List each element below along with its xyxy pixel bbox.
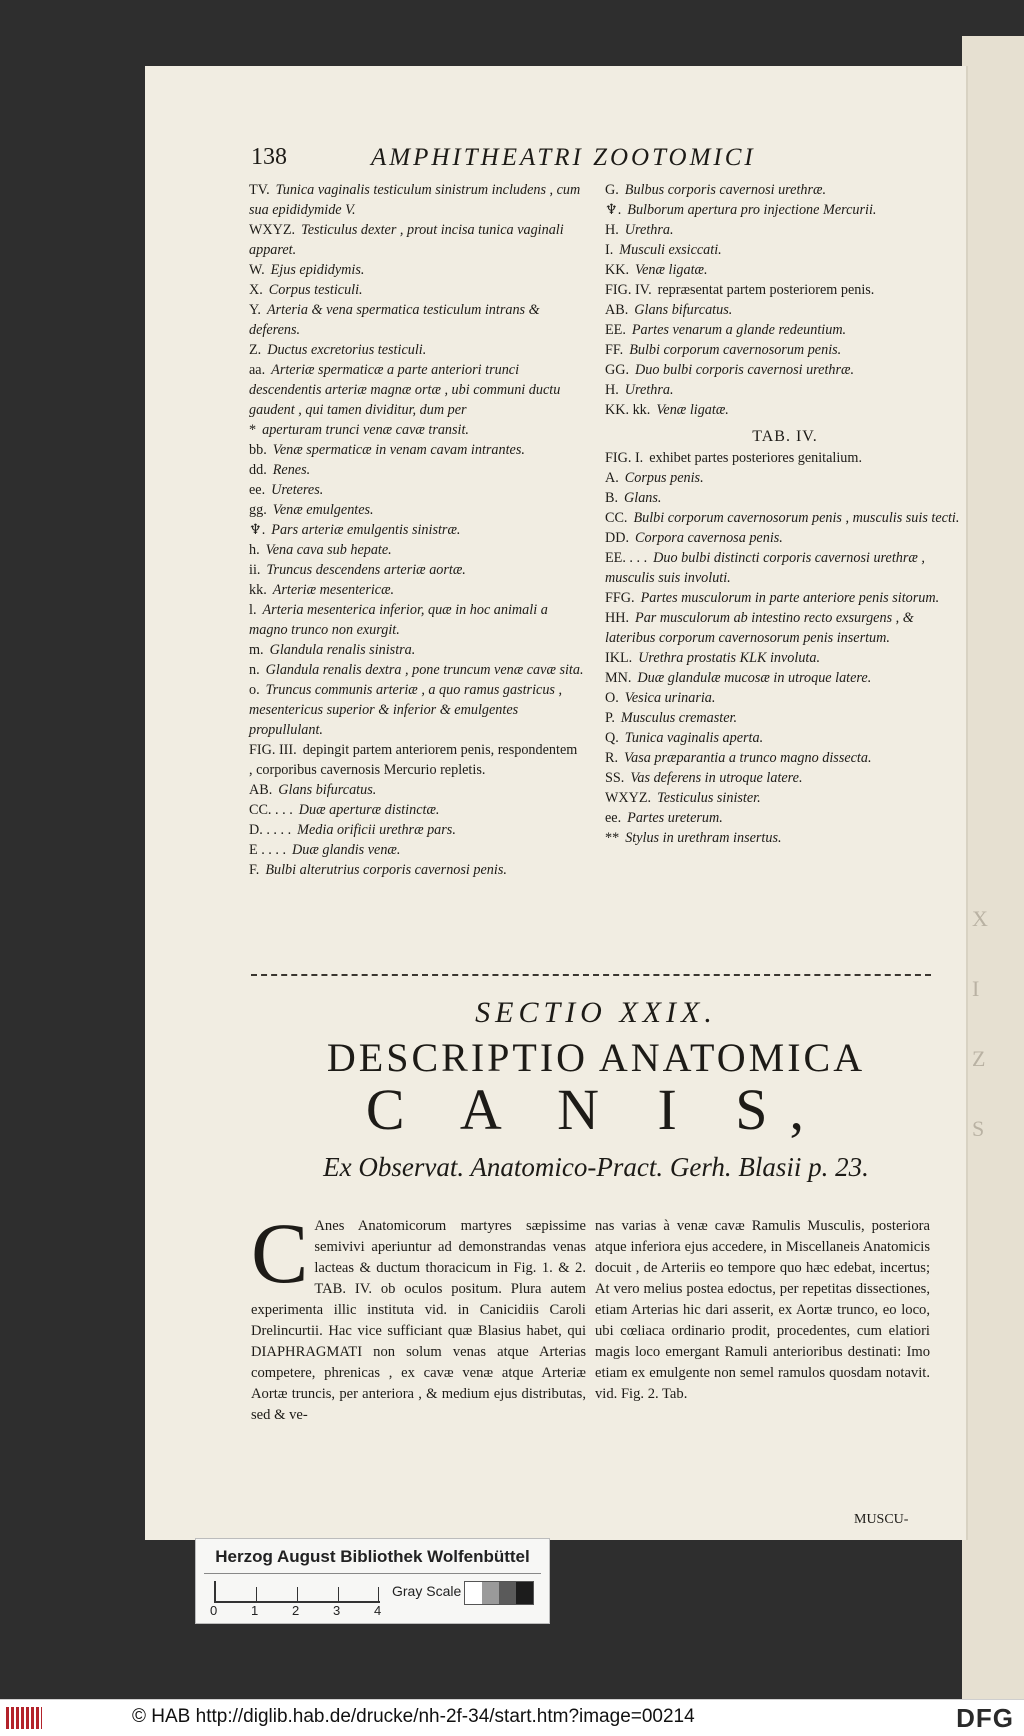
scale-ruler	[214, 1581, 380, 1603]
legend-text: repræsentat partem posteriorem penis.	[657, 282, 875, 298]
legend-text: Ductus excretorius testiculi.	[267, 342, 427, 358]
legend-label: KK. kk.	[605, 402, 651, 418]
legend-text: Arteriæ mesentericæ.	[272, 582, 395, 598]
legend-label: EE. . . .	[605, 550, 648, 566]
legend-entry	[605, 728, 965, 748]
legend-entry	[249, 300, 584, 340]
legend-text: Urethra prostatis KLK involuta.	[638, 650, 821, 666]
legend-entry	[605, 828, 965, 848]
body-text-right	[595, 1216, 930, 1405]
legend-text: Corpus testiculi.	[268, 282, 363, 298]
legend-label: P.	[605, 710, 615, 726]
body-paragraph-right: nas varias à venæ cavæ Ramulis Musculis, posteriora atque inferiora ejus accedere, in Miscellaneis Anatomicis docuit , de Arteriis eo tempore quo hæc edebat, incertus; At vero melius postea edoctus, per repetitas dissectiones, etiam Arterias hic dari asserit, ex Aortæ trunco, eo loco, ubi cœliaca ordinario prodit, procedentes, cum elatiori magis loco emergant Ramuli anterioribus destinati: Imo etiam ex emulgente non semel ramulos quosdam notavit. vid. Fig. 2. Tab.	[595, 1218, 930, 1402]
legend-entry	[249, 600, 584, 640]
legend-entry	[605, 180, 965, 200]
card-divider	[204, 1573, 541, 1574]
footer-bar	[0, 1699, 1024, 1736]
legend-entry	[249, 740, 584, 780]
legend-text: Partes venarum a glande redeuntium.	[631, 322, 847, 338]
legend-text: Ureteres.	[271, 482, 324, 498]
section-divider	[251, 974, 931, 976]
running-head	[251, 144, 906, 180]
legend-entry	[249, 820, 584, 840]
legend-label: ♆.	[605, 202, 622, 218]
legend-text: Vesica urinaria.	[624, 690, 716, 706]
legend-label: AB.	[605, 302, 629, 318]
dfg-logo: DFG	[956, 1703, 1014, 1733]
legend-text: Musculi exsiccati.	[619, 242, 722, 258]
legend-text: Duæ glandis venæ.	[292, 842, 401, 858]
body-paragraph-left: Anes Anatomicorum martyres sæpissime semivivi aperiuntur ad demonstrandas venas lacteas & ductum thoracicum in Fig. 1. & 2. TAB. IV. ob oculos positum. Plura autem experimenta illic instituta vid. in Canicidiis Caroli Drelincurtii. Hac vice sufficiant quæ Blasius habet, qui DIAPHRAGMATI non solum venas atque Arterias competere, phrenicas , ex cavæ venæ atque Arteriæ Aortæ truncis, per anteriora , & medium ejus distributas, sed & ve-	[251, 1218, 586, 1423]
legend-text: Partes musculorum in parte anteriore penis sitorum.	[640, 590, 940, 606]
legend-entry	[249, 800, 584, 820]
legend-text: Testiculus dexter , prout incisa tunica vaginali apparet.	[249, 222, 564, 258]
legend-text: Corpus penis.	[624, 470, 704, 486]
legend-entry	[249, 220, 584, 260]
hab-logo-icon	[6, 1707, 42, 1729]
legend-text: Arteria mesenterica inferior, quæ in hoc animali a magno trunco non exurgit.	[249, 602, 548, 638]
scale-number: 2	[292, 1603, 300, 1618]
legend-text: Duo bulbi corporis cavernosi urethræ.	[635, 362, 855, 378]
legend-entry	[249, 420, 584, 440]
legend-label: I.	[605, 242, 614, 258]
section-title: DESCRIPTIO ANATOMICA	[326, 1035, 866, 1080]
legend-text: Duæ glandulæ mucosæ in utroque latere.	[637, 670, 872, 686]
legend-entry	[605, 240, 965, 260]
legend-label: h.	[249, 542, 260, 558]
legend-label: H.	[605, 382, 619, 398]
legend-column-left	[249, 180, 584, 880]
gray-swatch	[516, 1582, 533, 1604]
legend-label: FF.	[605, 342, 624, 358]
legend-label: D. . . . .	[249, 822, 292, 838]
legend-entry	[605, 200, 965, 220]
section-source: Ex Observat. Anatomico-Pract. Gerh. Blasii p. 23.	[323, 1152, 869, 1182]
legend-text: Glans bifurcatus.	[278, 782, 377, 798]
bleed-letter: S	[972, 1116, 987, 1141]
legend-entry	[249, 520, 584, 540]
legend-text: Ejus epididymis.	[270, 262, 365, 278]
legend-entry	[605, 380, 965, 400]
legend-label: gg.	[249, 502, 267, 518]
legend-column-right	[605, 180, 965, 848]
legend-text: Stylus in urethram insertus.	[625, 830, 782, 846]
legend-text: Venæ emulgentes.	[272, 502, 374, 518]
legend-label: ee.	[249, 482, 266, 498]
legend-text: depingit partem anteriorem penis, respondentem , corporibus cavernosis Mercurio repletis.	[249, 742, 578, 778]
legend-text: Bulbus corporis cavernosi urethræ.	[624, 182, 827, 198]
legend-entry	[249, 540, 584, 560]
gray-scale-label: Gray Scale	[392, 1583, 462, 1599]
legend-label: HH.	[605, 610, 630, 626]
legend-entry	[249, 280, 584, 300]
legend-text: Urethra.	[624, 222, 674, 238]
legend-label: **	[605, 830, 620, 846]
legend-text: Venæ spermaticæ in venam cavam intrantes.	[272, 442, 525, 458]
legend-text: Bulbi corporum cavernosorum penis , musculis suis tecti.	[633, 510, 960, 526]
legend-label: m.	[249, 642, 264, 658]
legend-entry	[605, 708, 965, 728]
legend-entry	[249, 260, 584, 280]
legend-label: FIG. IV.	[605, 282, 652, 298]
gray-swatches	[464, 1581, 534, 1605]
legend-text: aperturam trunci venæ cavæ transit.	[262, 422, 469, 438]
legend-label: bb.	[249, 442, 267, 458]
legend-entry	[605, 488, 965, 508]
legend-entry	[249, 460, 584, 480]
legend-entry	[605, 448, 965, 468]
legend-label: CC. . . .	[249, 802, 293, 818]
legend-text: Musculus cremaster.	[620, 710, 737, 726]
legend-label: ee.	[605, 810, 622, 826]
legend-label: Y.	[249, 302, 261, 318]
legend-entry	[249, 640, 584, 660]
legend-entry	[605, 468, 965, 488]
legend-label: FIG. I.	[605, 450, 644, 466]
legend-entry	[249, 840, 584, 860]
legend-label: W.	[249, 262, 265, 278]
legend-label: DD.	[605, 530, 630, 546]
legend-text: Vena cava sub hepate.	[265, 542, 392, 558]
footer-copyright-link[interactable]: © HAB http://diglib.hab.de/drucke/nh-2f-34/start.htm?image=00214	[132, 1706, 695, 1727]
legend-label: EE.	[605, 322, 626, 338]
legend-entry	[249, 560, 584, 580]
legend-label: F.	[249, 862, 260, 878]
legend-entry	[249, 440, 584, 460]
legend-text: Testiculus sinister.	[657, 790, 761, 806]
legend-label: Q.	[605, 730, 619, 746]
legend-entry	[605, 300, 965, 320]
legend-label: ii.	[249, 562, 261, 578]
legend-text: Truncus descendens arteriæ aortæ.	[266, 562, 466, 578]
legend-label: *	[249, 422, 257, 438]
legend-text: Truncus communis arteriæ , a quo ramus gastricus , mesentericus superior & inferior & emulgentes propullulant.	[249, 682, 563, 738]
legend-label: TV.	[249, 182, 270, 198]
legend-text: Glans bifurcatus.	[634, 302, 733, 318]
legend-text: Duo bulbi distincti corporis cavernosi urethræ , musculis suis involuti.	[605, 550, 925, 586]
legend-label: dd.	[249, 462, 267, 478]
gray-swatch	[482, 1582, 499, 1604]
legend-label: WXYZ.	[249, 222, 296, 238]
legend-label: SS.	[605, 770, 625, 786]
scale-number: 3	[333, 1603, 341, 1618]
scale-number: 4	[374, 1603, 382, 1618]
legend-label: MN.	[605, 670, 632, 686]
legend-entry	[605, 340, 965, 360]
legend-entry	[605, 320, 965, 340]
legend-label: GG.	[605, 362, 630, 378]
legend-label: n.	[249, 662, 260, 678]
legend-label: O.	[605, 690, 619, 706]
legend-label: H.	[605, 222, 619, 238]
legend-entry	[605, 508, 965, 528]
drop-cap: C	[251, 1205, 309, 1301]
section-subject: C A N I S,	[365, 1077, 827, 1142]
legend-label: FFG.	[605, 590, 635, 606]
legend-text: Urethra.	[624, 382, 674, 398]
legend-label: FIG. III.	[249, 742, 297, 758]
legend-text: Bulbi corporum cavernosorum penis.	[629, 342, 842, 358]
legend-text: Arteria & vena spermatica testiculum intrans & deferens.	[249, 302, 540, 338]
legend-label: B.	[605, 490, 619, 506]
legend-text: Glans.	[624, 490, 662, 506]
legend-text: Arteriæ spermaticæ a parte anteriori trunci descendentis arteriæ magnæ ortæ , ubi communi ductu gaudent , qui tamen dividitur, dum per	[249, 362, 561, 418]
legend-entry	[249, 580, 584, 600]
legend-label: A.	[605, 470, 619, 486]
legend-text: Glandula renalis sinistra.	[269, 642, 416, 658]
legend-entry	[249, 780, 584, 800]
legend-entry	[605, 748, 965, 768]
legend-text: Tunica vaginalis testiculum sinistrum includens , cum sua epididymide V.	[249, 182, 581, 218]
legend-label: E . . . .	[249, 842, 287, 858]
legend-label: AB.	[249, 782, 273, 798]
legend-entry	[249, 500, 584, 520]
tab-heading: TAB. IV.	[752, 428, 818, 445]
library-name: Herzog August Bibliothek Wolfenbüttel	[215, 1547, 530, 1566]
legend-entry	[605, 668, 965, 688]
catchword: MUSCU-	[854, 1512, 909, 1527]
legend-label: Z.	[249, 342, 262, 358]
legend-text: Glandula renalis dextra , pone truncum venæ cavæ sita.	[265, 662, 584, 678]
legend-label: CC.	[605, 510, 628, 526]
bleed-letter: X	[972, 906, 990, 931]
body-text-left	[251, 1205, 586, 1426]
legend-text: Tunica vaginalis aperta.	[624, 730, 764, 746]
page-number: 138	[251, 144, 287, 170]
legend-entry	[605, 808, 965, 828]
bleed-letter: I	[972, 976, 982, 1001]
legend-entry	[605, 220, 965, 240]
legend-text: Vasa præparantia a trunco magno dissecta.	[624, 750, 872, 766]
legend-entry	[605, 548, 965, 588]
legend-label: X.	[249, 282, 263, 298]
legend-entry	[605, 528, 965, 548]
scale-number: 1	[251, 1603, 259, 1618]
legend-entry	[249, 480, 584, 500]
legend-label: IKL.	[605, 650, 633, 666]
legend-entry	[605, 400, 965, 420]
legend-text: Corpora cavernosa penis.	[635, 530, 783, 546]
legend-label: kk.	[249, 582, 267, 598]
legend-text: exhibet partes posteriores genitalium.	[649, 450, 862, 466]
legend-entry	[249, 360, 584, 420]
legend-entry	[605, 788, 965, 808]
legend-entry	[249, 180, 584, 220]
legend-entry	[605, 608, 965, 648]
scale-number: 0	[210, 1603, 218, 1618]
legend-label: G.	[605, 182, 619, 198]
legend-text: Renes.	[272, 462, 311, 478]
legend-entry	[605, 768, 965, 788]
legend-entry	[605, 280, 965, 300]
legend-label: l.	[249, 602, 257, 618]
legend-label: ♆.	[249, 522, 266, 538]
legend-text: Duæ aperturæ distinctæ.	[298, 802, 440, 818]
legend-label: WXYZ.	[605, 790, 652, 806]
section-number: SECTIO XXIX.	[475, 996, 717, 1029]
legend-entry	[249, 340, 584, 360]
bleed-letter: Z	[972, 1046, 988, 1071]
legend-entry	[605, 688, 965, 708]
legend-entry	[249, 860, 584, 880]
color-scale-card	[195, 1538, 550, 1624]
book-page	[145, 66, 966, 1540]
legend-label: aa.	[249, 362, 266, 378]
legend-text: Partes ureterum.	[627, 810, 723, 826]
legend-entry	[249, 660, 584, 680]
legend-text: Venæ ligatæ.	[635, 262, 708, 278]
legend-label: R.	[605, 750, 619, 766]
legend-text: Venæ ligatæ.	[656, 402, 729, 418]
legend-text: Vas deferens in utroque latere.	[630, 770, 803, 786]
gray-swatch	[465, 1582, 482, 1604]
legend-label: o.	[249, 682, 260, 698]
legend-label: KK.	[605, 262, 630, 278]
legend-text: Media orificii urethræ pars.	[297, 822, 456, 838]
legend-entry	[605, 360, 965, 380]
legend-entry	[605, 588, 965, 608]
legend-text: Bulborum apertura pro injectione Mercurii.	[627, 202, 877, 218]
running-title: AMPHITHEATRI ZOOTOMICI	[371, 144, 756, 171]
legend-text: Pars arteriæ emulgentis sinistræ.	[271, 522, 461, 538]
legend-entry	[249, 680, 584, 740]
legend-entry	[605, 648, 965, 668]
gray-swatch	[499, 1582, 516, 1604]
legend-text: Bulbi alterutrius corporis cavernosi penis.	[265, 862, 507, 878]
legend-text: Par musculorum ab intestino recto exsurgens , & lateribus corporum cavernosorum penis insertum.	[605, 610, 914, 646]
adjacent-page-edge	[962, 36, 1024, 1700]
legend-entry	[605, 260, 965, 280]
